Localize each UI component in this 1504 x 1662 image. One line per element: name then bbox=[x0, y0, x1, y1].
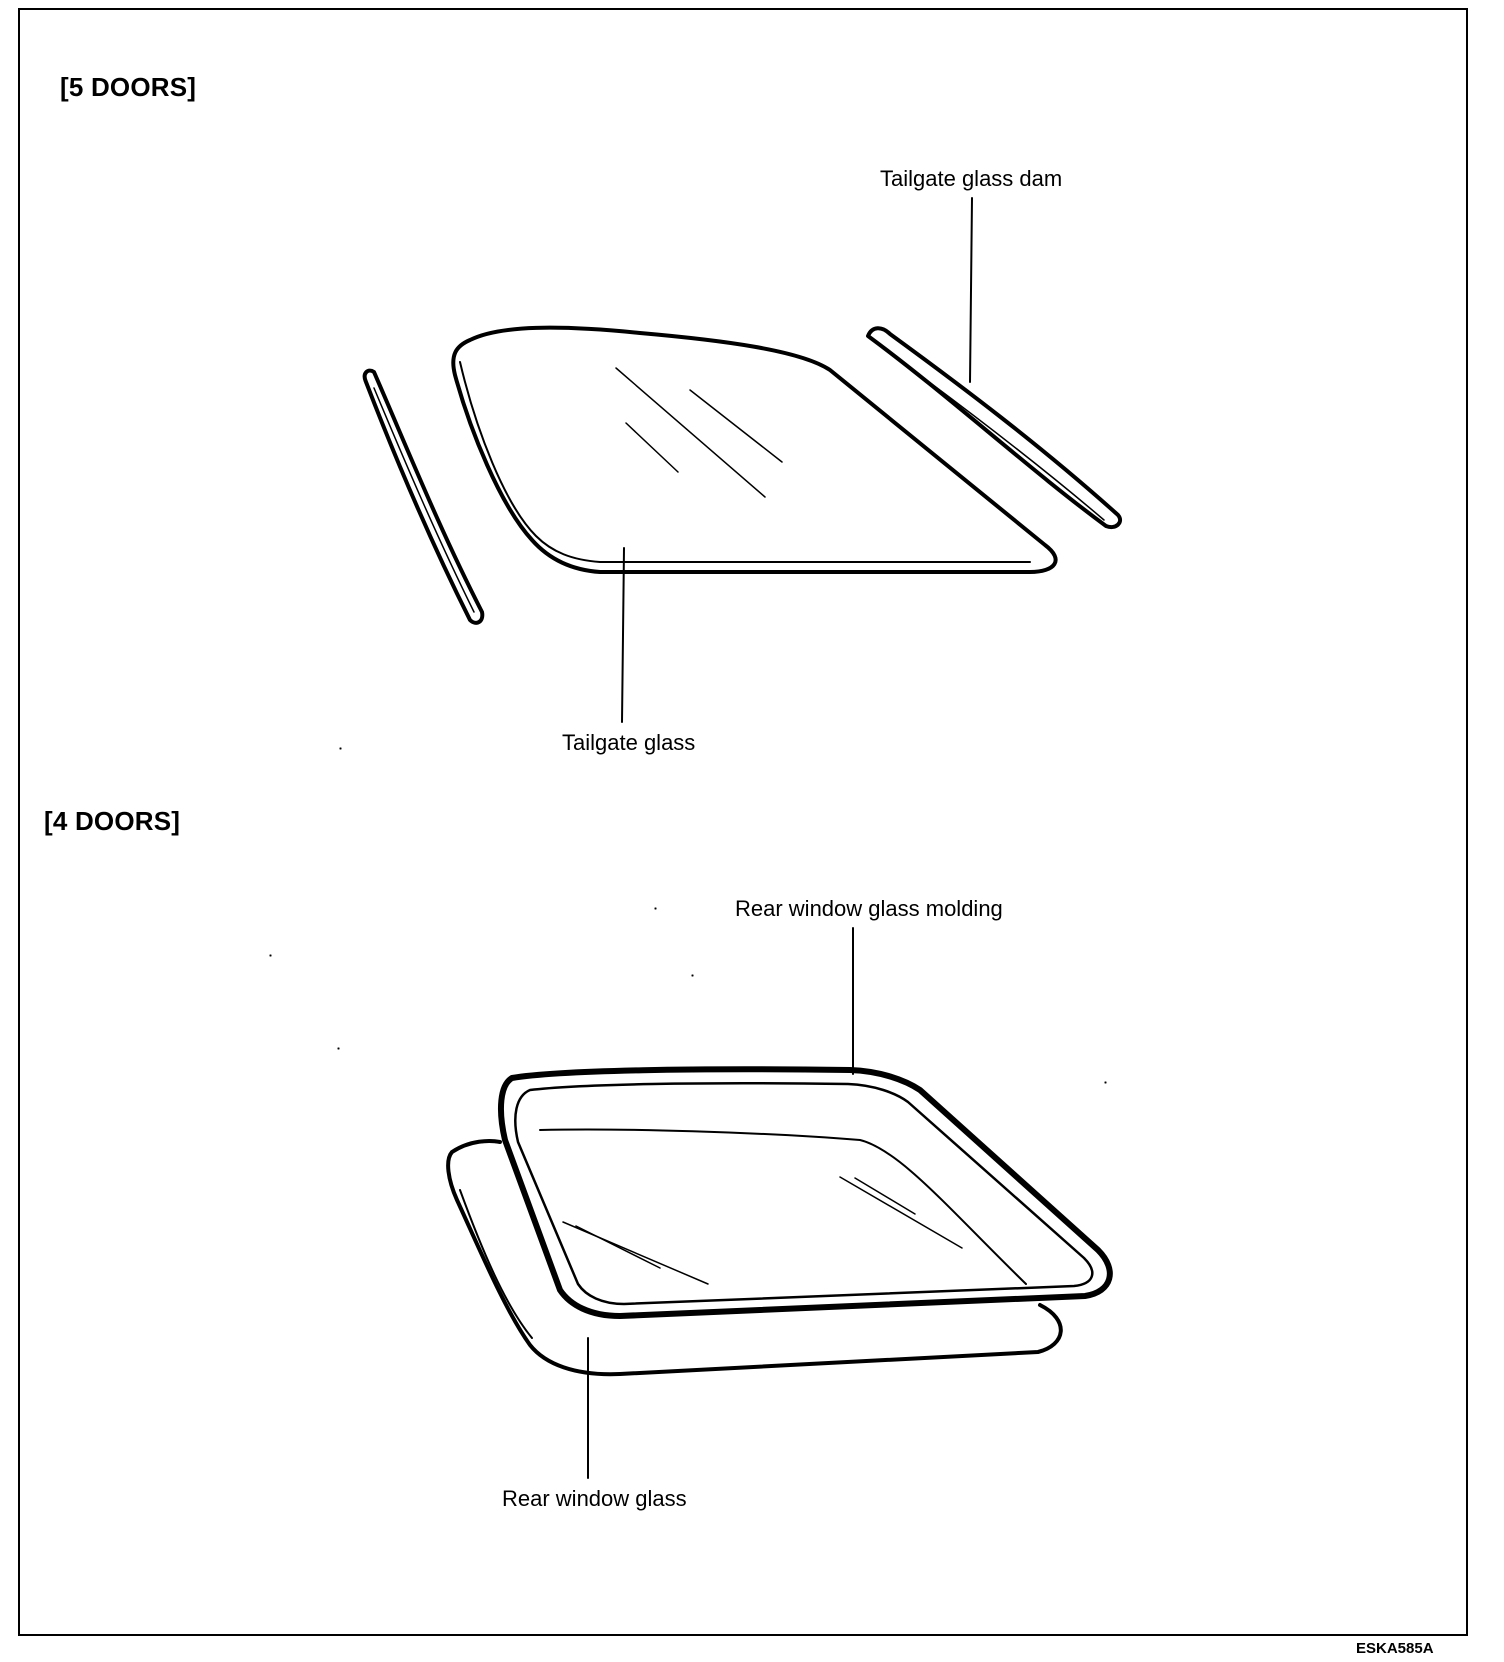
tailgate-glass bbox=[453, 328, 1055, 572]
scan-specks bbox=[270, 748, 1106, 1083]
figure-code: ESKA585A bbox=[1356, 1640, 1434, 1657]
rear-window-glass bbox=[448, 1141, 1061, 1374]
leader-tailgate-glass bbox=[622, 548, 624, 722]
rear-window-glass-molding bbox=[501, 1069, 1110, 1316]
section-title-5-doors: [5 DOORS] bbox=[60, 72, 197, 102]
tailgate-glass-dam-right bbox=[868, 328, 1120, 527]
label-tailgate-glass-dam: Tailgate glass dam bbox=[880, 166, 1063, 191]
leader-tailgate-glass-dam bbox=[970, 198, 972, 382]
label-rear-window-glass: Rear window glass bbox=[502, 1486, 687, 1511]
label-rear-window-glass-molding: Rear window glass molding bbox=[735, 896, 1003, 921]
label-tailgate-glass: Tailgate glass bbox=[562, 730, 696, 755]
section-title-4-doors: [4 DOORS] bbox=[44, 806, 181, 836]
